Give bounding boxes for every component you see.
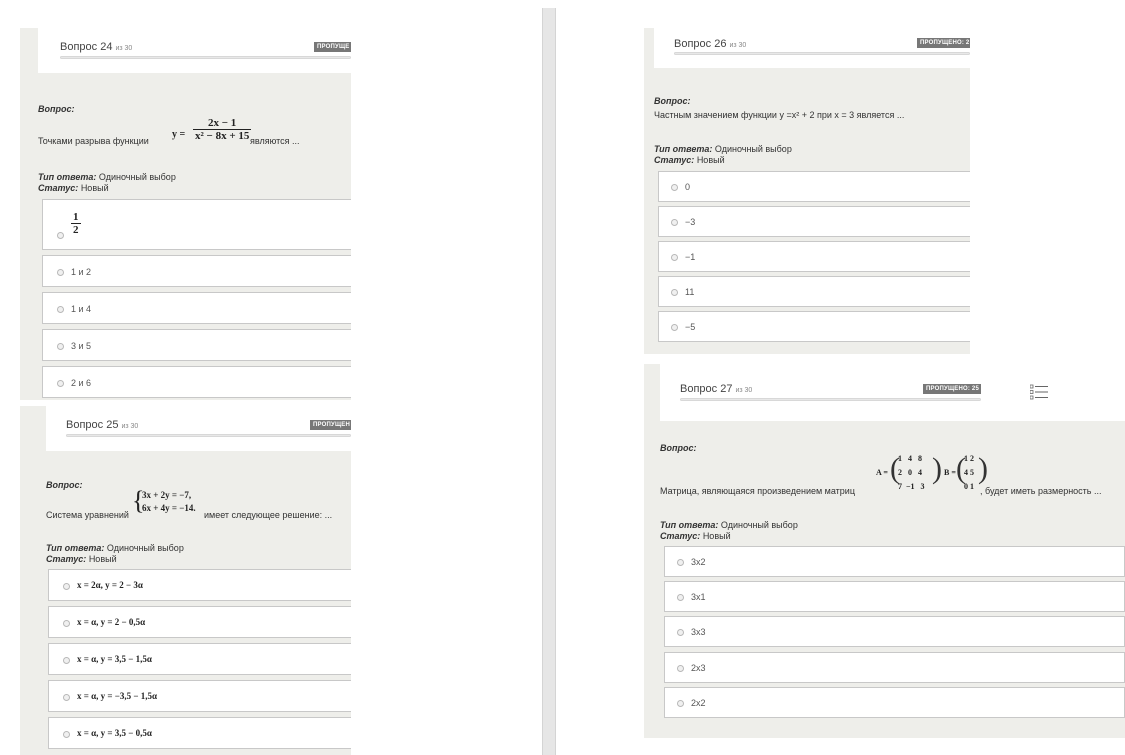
question-label: Вопрос: bbox=[38, 104, 75, 114]
answer-option-1[interactable] bbox=[658, 171, 970, 202]
progress-line bbox=[66, 434, 351, 437]
answer-meta: Тип ответа: Одиночный выбор Статус: Новый bbox=[654, 144, 792, 165]
answer-option-1[interactable] bbox=[664, 546, 1125, 577]
question-label: Вопрос: bbox=[46, 480, 83, 490]
progress-line bbox=[60, 56, 351, 59]
answer-option-3[interactable] bbox=[48, 643, 351, 675]
answer-option-2[interactable] bbox=[658, 206, 970, 237]
option-text: −3 bbox=[685, 217, 696, 227]
answer-meta: Тип ответа: Одиночный выбор Статус: Новый bbox=[660, 520, 798, 541]
option-text: 0 bbox=[685, 182, 691, 192]
right-paren-icon: ) bbox=[978, 452, 988, 485]
answer-option-3[interactable] bbox=[42, 292, 351, 324]
skipped-badge: ПРОПУЩЕНО: 25 bbox=[923, 384, 981, 394]
radio-button[interactable] bbox=[63, 657, 70, 664]
radio-button[interactable] bbox=[677, 559, 684, 566]
radio-button[interactable] bbox=[57, 306, 64, 313]
question-header bbox=[660, 364, 1125, 421]
progress-line bbox=[674, 52, 970, 55]
radio-button[interactable] bbox=[671, 289, 678, 296]
fraction-one-half: $\frac{1}{2}$ bbox=[73, 211, 79, 236]
question-text-before: Точками разрыва функции bbox=[38, 136, 149, 146]
question-text-after: имеет следующее решение: ... bbox=[204, 510, 333, 520]
list-icon[interactable] bbox=[1030, 384, 1048, 400]
question-26-panel bbox=[644, 28, 970, 354]
option-text: x = α, y = 2 − 0,5α bbox=[77, 617, 146, 627]
option-text: x = α, y = 3,5 − 1,5α bbox=[77, 654, 152, 664]
matrix-a: A = ( 1 4 8 2 0 4 7 −1 3 ) bbox=[876, 452, 942, 491]
progress-line bbox=[680, 398, 981, 401]
right-paren-icon: ) bbox=[932, 452, 942, 485]
answer-meta: Тип ответа: Одиночный выбор Статус: Новый bbox=[46, 543, 184, 564]
skipped-badge: ПРОПУЩЕН bbox=[310, 420, 351, 430]
question-label: Вопрос: bbox=[660, 443, 697, 453]
option-text: x = α, y = −3,5 − 1,5α bbox=[77, 691, 158, 701]
option-text: 3x3 bbox=[691, 627, 706, 637]
answer-option-5[interactable] bbox=[42, 366, 351, 398]
question-27-panel bbox=[644, 364, 1125, 738]
option-text: 3x2 bbox=[691, 557, 706, 567]
split-divider bbox=[542, 8, 556, 755]
formula-fraction: $\frac{2x - 1}{\text{x² − 8x + 15}}$ bbox=[195, 117, 250, 142]
question-25-panel: Вопрос 25 из 30 ПРОПУЩЕН Вопрос: Система уравнений { 3x + 2y = −7, 6x + 4y = −14. имеет следующее решение: ... Тип ответа: Одиночный выбор Статус: Новый x = 2α, y = 2 − 3α x = α, y = 2 − 0,5α x = α, y = 3,5 − 1,5α x = α, y = −3,5 − 1,5α x = α, y = 3,5 − 0,5α bbox=[20, 406, 351, 755]
question-title: Вопрос 24 из 30 bbox=[60, 41, 133, 53]
radio-button[interactable] bbox=[677, 629, 684, 636]
question-header bbox=[654, 28, 970, 68]
option-text: 3 и 5 bbox=[71, 341, 92, 351]
question-text-after: , будет иметь размерность ... bbox=[980, 486, 1102, 496]
answer-option-2[interactable] bbox=[664, 581, 1125, 612]
question-title: Вопрос 27 из 30 bbox=[680, 383, 753, 395]
question-label: Вопрос: bbox=[654, 96, 691, 106]
radio-button[interactable] bbox=[677, 665, 684, 672]
answer-option-5[interactable] bbox=[664, 687, 1125, 718]
radio-button[interactable] bbox=[63, 694, 70, 701]
option-text: 2x3 bbox=[691, 663, 706, 673]
option-text: 1 и 2 bbox=[71, 267, 92, 277]
question-text-before: Система уравнений bbox=[46, 510, 129, 520]
option-text: x = 2α, y = 2 − 3α bbox=[77, 580, 143, 590]
answer-option-5[interactable] bbox=[48, 717, 351, 749]
answer-option-5[interactable] bbox=[658, 311, 970, 342]
radio-button[interactable] bbox=[671, 254, 678, 261]
radio-button[interactable] bbox=[677, 700, 684, 707]
skipped-badge: ПРОПУЩЕНО: 2 bbox=[917, 38, 970, 48]
answer-option-4[interactable] bbox=[48, 680, 351, 712]
option-text: 1 и 4 bbox=[71, 304, 92, 314]
question-24-panel: Вопрос 24 из 30 ПРОПУЩЕ Вопрос: Точками разрыва функции y = $\frac{2x - 1}{\text{x² − 8x + 15}}$ являются ... Тип ответа: Одиночный выбор Статус: Новый $\frac{1}{2}$ 1 и 2 1 и 4 3 и 5 2 и 6 bbox=[20, 28, 351, 400]
radio-button[interactable] bbox=[671, 219, 678, 226]
radio-button[interactable] bbox=[677, 594, 684, 601]
left-paren-icon: ( bbox=[890, 452, 900, 485]
answer-option-2[interactable] bbox=[48, 606, 351, 638]
question-text-after: являются ... bbox=[250, 136, 300, 146]
answer-option-1[interactable] bbox=[42, 199, 351, 250]
answer-option-4[interactable] bbox=[42, 329, 351, 361]
option-text: −5 bbox=[685, 322, 696, 332]
option-text: 3x1 bbox=[691, 592, 706, 602]
radio-button[interactable] bbox=[57, 232, 64, 239]
question-title: Вопрос 25 из 30 bbox=[66, 419, 139, 431]
question-header bbox=[38, 28, 351, 73]
option-text: 2 и 6 bbox=[71, 378, 92, 388]
radio-button[interactable] bbox=[57, 380, 64, 387]
answer-meta: Тип ответа: Одиночный выбор Статус: Новый bbox=[38, 172, 176, 193]
option-text: x = α, y = 3,5 − 0,5α bbox=[77, 728, 152, 738]
option-text: 2x2 bbox=[691, 698, 706, 708]
question-header bbox=[46, 406, 351, 451]
radio-button[interactable] bbox=[57, 343, 64, 350]
question-text: Частным значением функции у =х² + 2 при х = 3 является ... bbox=[654, 110, 905, 120]
left-paren-icon: ( bbox=[956, 452, 966, 485]
matrix-b: B = ( 1 2 4 5 0 1 ) bbox=[944, 452, 988, 491]
answer-option-4[interactable] bbox=[664, 652, 1125, 683]
skipped-badge: ПРОПУЩЕ bbox=[314, 42, 351, 52]
question-text-before: Матрица, являющаяся произведением матриц bbox=[660, 486, 855, 496]
radio-button[interactable] bbox=[671, 184, 678, 191]
question-title: Вопрос 26 из 30 bbox=[674, 38, 747, 50]
answer-option-4[interactable] bbox=[658, 276, 970, 307]
option-text: −1 bbox=[685, 252, 696, 262]
radio-button[interactable] bbox=[63, 583, 70, 590]
radio-button[interactable] bbox=[57, 269, 64, 276]
radio-button[interactable] bbox=[63, 731, 70, 738]
answer-option-3[interactable] bbox=[658, 241, 970, 272]
brace-icon: { bbox=[132, 486, 145, 515]
answer-option-1[interactable] bbox=[48, 569, 351, 601]
answer-option-3[interactable] bbox=[664, 616, 1125, 647]
radio-button[interactable] bbox=[671, 324, 678, 331]
radio-button[interactable] bbox=[63, 620, 70, 627]
option-text: 11 bbox=[685, 287, 695, 297]
answer-option-2[interactable] bbox=[42, 255, 351, 287]
